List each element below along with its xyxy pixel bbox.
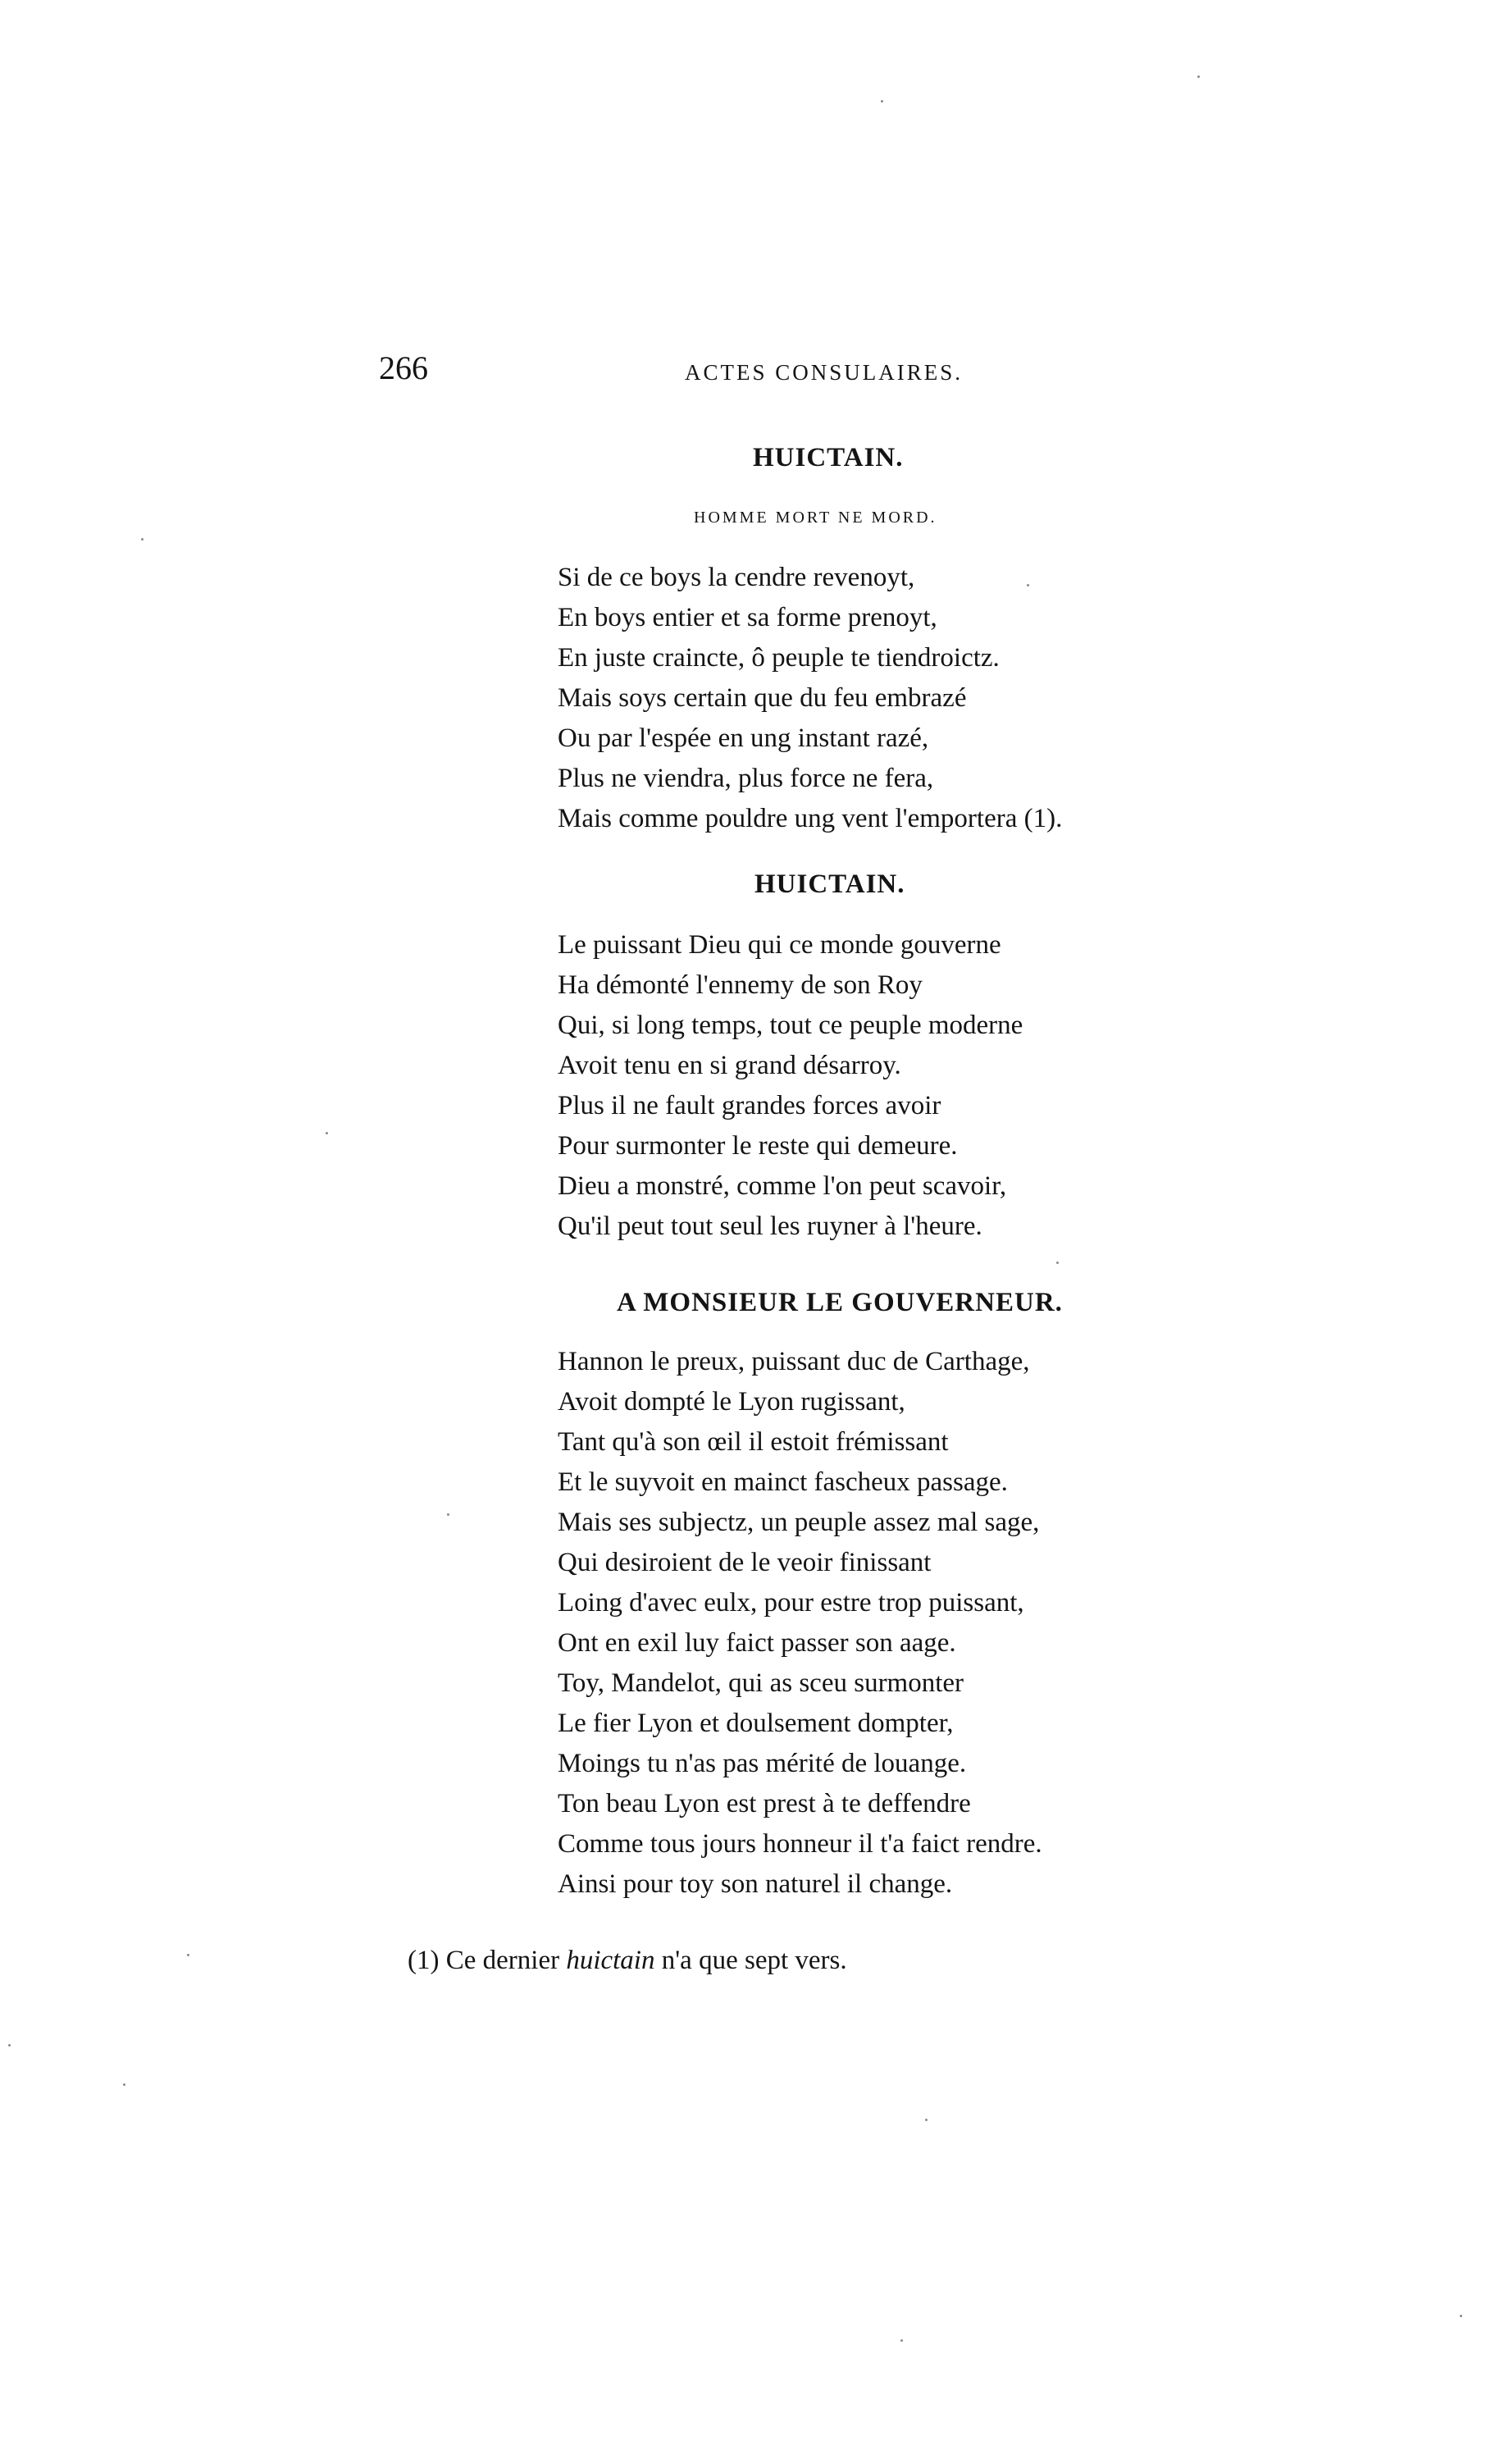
poem-2-title: HUICTAIN.	[754, 869, 905, 899]
paper-speck	[1460, 2315, 1462, 2317]
poem-1-verse	[558, 558, 1062, 839]
paper-speck	[447, 1513, 449, 1516]
poem-3-verse	[558, 1342, 1042, 1905]
verse-line: Ou par l'espée en ung instant razé,	[558, 723, 929, 753]
footnote	[408, 1942, 847, 1978]
verse-line: Qui, si long temps, tout ce peuple moderne	[558, 1011, 1023, 1040]
poem-2-verse	[558, 925, 1023, 1247]
verse-line: Pour surmonter le reste qui demeure.	[558, 1131, 958, 1161]
paper-speck	[141, 538, 144, 541]
verse-line: Mais soys certain que du feu embrazé	[558, 683, 967, 713]
verse-line: Ainsi pour toy son naturel il change.	[558, 1869, 953, 1899]
verse-line: Qu'il peut tout seul les ruyner à l'heure.	[558, 1211, 982, 1241]
verse-line: Dieu a monstré, comme l'on peut scavoir,	[558, 1171, 1007, 1201]
verse-line: Plus il ne fault grandes forces avoir	[558, 1091, 941, 1120]
verse-line: Loing d'avec eulx, pour estre trop puissant,	[558, 1588, 1024, 1618]
paper-speck	[1056, 1262, 1059, 1264]
verse-line: En boys entier et sa forme prenoyt,	[558, 603, 937, 632]
verse-line: Toy, Mandelot, qui as sceu surmonter	[558, 1668, 964, 1698]
verse-line: Hannon le preux, puissant duc de Carthage,	[558, 1347, 1030, 1376]
footnote-text-start: (1) Ce dernier	[408, 1946, 567, 1975]
verse-line: Moings tu n'as pas mérité de louange.	[558, 1749, 967, 1778]
verse-line: Le fier Lyon et doulsement dompter,	[558, 1709, 954, 1738]
verse-line: Avoit dompté le Lyon rugissant,	[558, 1387, 905, 1417]
paper-speck	[881, 100, 883, 103]
verse-line: En juste craincte, ô peuple te tiendroictz.	[558, 643, 1000, 673]
verse-line: Et le suyvoit en mainct fascheux passage.	[558, 1467, 1008, 1497]
paper-speck	[1197, 75, 1200, 78]
running-head: ACTES CONSULAIRES.	[685, 360, 964, 385]
verse-line: Mais comme pouldre ung vent l'emportera (1).	[558, 804, 1063, 833]
paper-speck	[925, 2119, 928, 2121]
verse-line: Ont en exil luy faict passer son aage.	[558, 1628, 956, 1658]
verse-line: Comme tous jours honneur il t'a faict rendre.	[558, 1829, 1042, 1859]
verse-line: Tant qu'à son œil il estoit frémissant	[558, 1427, 949, 1457]
verse-line: Plus ne viendra, plus force ne fera,	[558, 764, 934, 793]
paper-speck	[1027, 584, 1029, 586]
verse-line: Si de ce boys la cendre revenoyt,	[558, 563, 915, 592]
verse-line: Avoit tenu en si grand désarroy.	[558, 1051, 901, 1080]
poem-1-epigraph: HOMME MORT NE MORD.	[694, 509, 937, 527]
poem-3-title: A MONSIEUR LE GOUVERNEUR.	[617, 1288, 1063, 1317]
paper-speck	[8, 2044, 11, 2046]
paper-speck	[900, 2339, 903, 2342]
verse-line: Ton beau Lyon est prest à te deffendre	[558, 1789, 971, 1818]
paper-speck	[187, 1954, 189, 1956]
page-number: 266	[379, 349, 428, 386]
verse-line: Le puissant Dieu qui ce monde gouverne	[558, 930, 1001, 960]
poem-1-title: HUICTAIN.	[753, 443, 904, 472]
paper-speck	[123, 2083, 125, 2086]
verse-line: Qui desiroient de le veoir finissant	[558, 1548, 932, 1577]
footnote-italic: huictain	[566, 1946, 655, 1975]
paper-speck	[326, 1132, 328, 1134]
footnote-text-end: n'a que sept vers.	[654, 1946, 847, 1975]
verse-line: Mais ses subjectz, un peuple assez mal sage,	[558, 1508, 1040, 1537]
verse-line: Ha démonté l'ennemy de son Roy	[558, 970, 923, 1000]
